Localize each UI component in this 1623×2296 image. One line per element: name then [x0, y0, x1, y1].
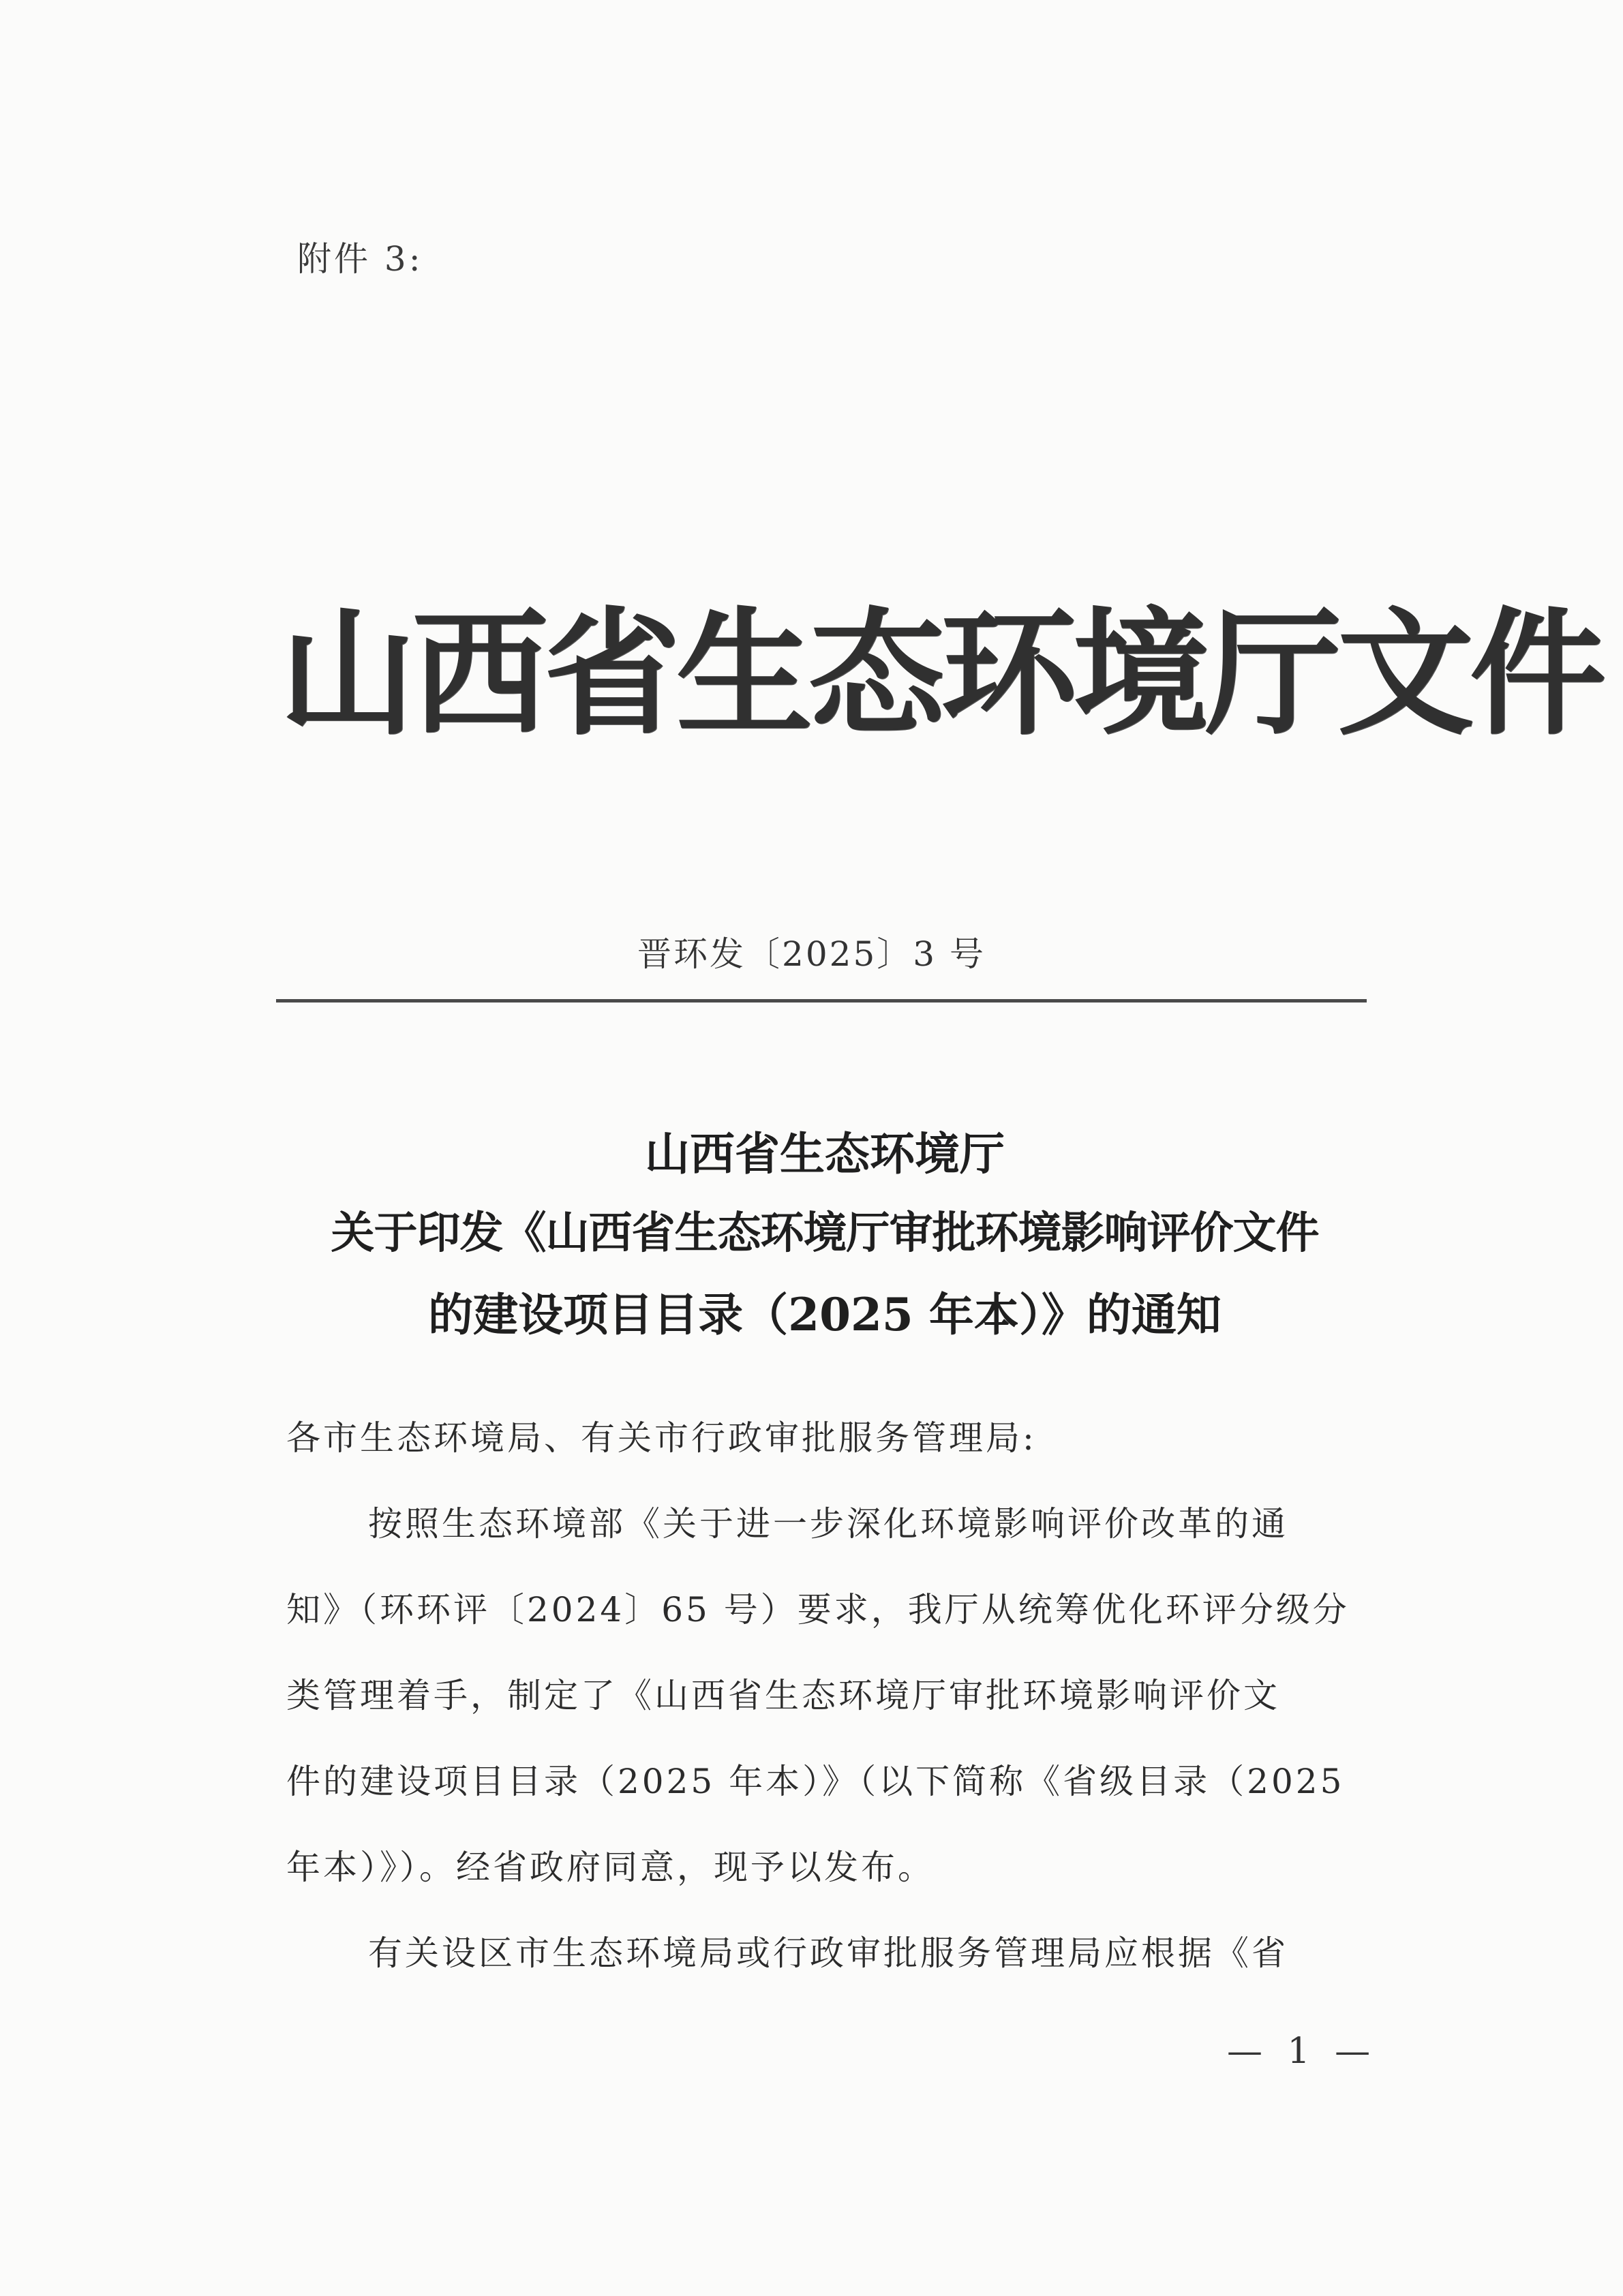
attachment-label: 附件 3: — [297, 239, 423, 279]
page-number: — 1 — — [1227, 2031, 1378, 2072]
salutation: 各市生态环境局、有关市行政审批服务管理局: — [286, 1418, 1037, 1458]
paragraph-1-line-2: 知》（环环评〔2024〕65 号）要求，我厅从统筹优化环评分级分 — [286, 1590, 1350, 1629]
paragraph-1-line-4: 件的建设项目目录（2025 年本）》（以下简称《省级目录（2025 — [286, 1762, 1345, 1801]
notice-title-line-1: 山西省生态环境厅 — [645, 1127, 1005, 1180]
paragraph-1-line-5: 年本）》）。经省政府同意，现予以发布。 — [286, 1848, 935, 1887]
paragraph-2-line-1: 有关设区市生态环境局或行政审批服务管理局应根据《省 — [368, 1933, 1288, 1973]
notice-title-line-3: 的建设项目目录（2025 年本）》的通知 — [428, 1288, 1222, 1341]
document-number: 晋环发〔2025〕3 号 — [637, 934, 986, 974]
paragraph-1-line-1: 按照生态环境部《关于进一步深化环境影响评价改革的通 — [368, 1504, 1288, 1544]
header-divider — [276, 999, 1367, 1002]
masthead-title: 山西省生态环境厅文件 — [279, 595, 1603, 754]
notice-title-line-2: 关于印发《山西省生态环境厅审批环境影响评价文件 — [331, 1208, 1319, 1259]
paragraph-1-line-3: 类管理着手，制定了《山西省生态环境厅审批环境影响评价文 — [286, 1676, 1280, 1715]
